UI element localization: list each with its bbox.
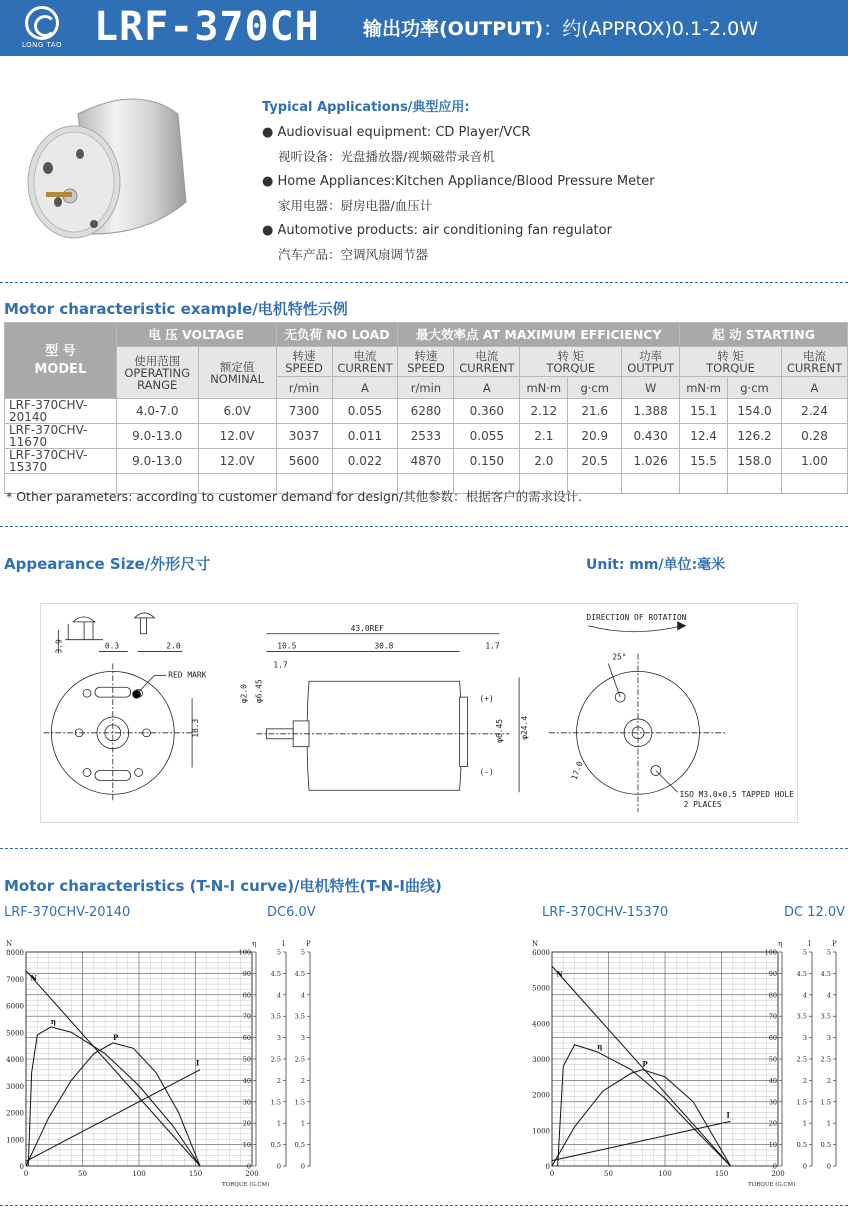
series-label: P [113,1032,119,1042]
value-cell: 0.28 [781,424,847,449]
right-tick-label: 1.5 [796,1098,807,1107]
section-divider [0,526,848,527]
value-cell: 5600 [276,449,332,474]
table-subheader-row [5,347,848,377]
value-cell: 2533 [398,424,454,449]
max-efficiency-header: 最大效率点 AT MAXIMUM EFFICIENCY [398,323,680,347]
x-tick-label: 0 [23,1170,29,1178]
right-tick-label: 0.5 [270,1141,281,1150]
unit-cell: mN·m [520,377,568,399]
value-cell: 3037 [276,424,332,449]
empty-cell [728,474,782,494]
characteristics-table [4,322,848,494]
n-tick-label: 2000 [532,1091,550,1100]
unit-cell: A [332,377,398,399]
torque-en: TORQUE [546,360,596,375]
model-header [5,323,117,399]
speed-header [276,347,332,377]
x-tick-label: 200 [771,1170,785,1178]
dim-phi2-0: φ2.0 [239,684,249,704]
unit-cell: mN·m [680,377,728,399]
right-axis-title: I [282,940,285,948]
n-tick-label: 3000 [532,1056,550,1064]
nominal-cn: 额定值 [219,359,255,374]
series-line-n [552,966,731,1166]
speed-cn: 转速 [292,348,316,363]
output-header [622,347,680,377]
right-tick-label: 0 [826,1162,831,1171]
unit-label: Unit: mm/单位:毫米 [586,557,726,573]
right-tick-label: 4 [300,991,305,1000]
logo-text: LONG TAO [22,41,62,49]
right-tick-label: 4.5 [820,969,831,978]
n-tick-label: 5000 [6,1029,24,1038]
table-row [5,449,848,474]
logo-mark-icon [25,6,59,40]
right-tick-label: 30 [768,1098,777,1107]
right-tick-label: 4 [276,991,281,1000]
dim-0-3: 0.3 [104,641,120,651]
right-tick-label: 5 [300,948,305,957]
value-cell: 0.150 [454,449,520,474]
section-divider [0,848,848,849]
right-tick-label: 0 [802,1162,807,1171]
current-header [332,347,398,377]
right-tick-label: 2.5 [820,1055,831,1064]
terminal-plus: (+) [479,694,494,704]
left-curve-voltage: DC6.0V [267,905,316,920]
right-tick-label: 4.5 [270,969,281,978]
value-cell: 154.0 [728,399,782,424]
right-tick-label: 60 [242,1034,251,1043]
n-tick-label: 4000 [532,1020,550,1029]
right-tick-label: 3.5 [796,1012,807,1021]
value-cell: 1.026 [622,449,680,474]
unit-cell: A [781,377,847,399]
right-tick-label: 80 [242,991,251,1000]
value-cell: 2.1 [520,424,568,449]
dim-1-7b: 1.7 [485,641,500,651]
right-tick-label: 100 [764,948,777,957]
dim-43-ref: 43.0REF [350,623,384,633]
value-cell: 4870 [398,449,454,474]
value-cell: 9.0-13.0 [116,449,198,474]
right-tick-label: 3 [826,1034,831,1043]
output-cn: 功率 [639,348,663,363]
value-cell: 15.5 [680,449,728,474]
hole-spec: ISO M3.0×0.5 TAPPED HOLE [679,790,794,800]
tni-chart-right [528,930,848,1195]
value-cell: 2.0 [520,449,568,474]
current-cn: 电流 [475,348,499,363]
n-tick-label: 0 [545,1163,550,1171]
right-tick-label: 1.5 [820,1098,831,1107]
value-cell: 2.24 [781,399,847,424]
right-tick-label: 0.5 [294,1141,305,1150]
right-axis-title: η [778,940,783,948]
right-tick-label: 4.5 [294,969,305,978]
operating-range-header [116,347,198,399]
left-curve-model: LRF-370CHV-20140 [4,905,131,920]
right-tick-label: 1 [300,1119,305,1128]
right-tick-label: 4 [802,991,807,1000]
right-tick-label: 4.5 [796,969,807,978]
right-axis-title: P [306,940,311,948]
application-item: ● Home Appliances:Kitchen Appliance/Blood Pressure Meter [262,173,655,189]
right-tick-label: 1 [802,1119,807,1128]
right-tick-label: 2 [826,1076,831,1085]
right-tick-label: 5 [276,948,281,957]
value-cell: 20.5 [568,449,622,474]
right-tick-label: 1 [276,1119,281,1128]
current-header [454,347,520,377]
value-cell: 1.388 [622,399,680,424]
right-tick-label: 1.5 [270,1098,281,1107]
n-axis-title: N [6,940,13,948]
value-cell: 12.4 [680,424,728,449]
empty-cell [781,474,847,494]
right-tick-label: 3 [300,1034,305,1043]
value-cell: 12.0V [198,424,276,449]
operating-en1: OPERATING [124,365,191,380]
value-cell: 0.360 [454,399,520,424]
right-tick-label: 4 [826,991,831,1000]
value-cell: 9.0-13.0 [116,424,198,449]
x-tick-label: 150 [714,1170,729,1178]
speed-header [398,347,454,377]
dim-phi6-45b: φ6.45 [495,718,505,743]
value-cell: 21.6 [568,399,622,424]
value-cell: 15.1 [680,399,728,424]
model-cell: LRF-370CHV-11670 [5,424,117,449]
n-tick-label: 1000 [6,1136,24,1145]
nominal-en: NOMINAL [210,371,265,386]
motor-photo [18,84,198,254]
torque-en: TORQUE [706,360,755,375]
unit-cell: g·cm [568,377,622,399]
n-tick-label: 4000 [6,1056,24,1064]
value-cell: 7300 [276,399,332,424]
dimension-drawing [40,603,798,823]
right-tick-label: 50 [768,1055,777,1064]
right-tick-label: 5 [802,948,807,957]
n-tick-label: 8000 [6,949,24,957]
application-item-cn: 家用电器：厨房电器/血压计 [278,198,433,213]
n-axis-title: N [532,940,539,948]
unit-cell: r/min [276,377,332,399]
series-label: I [196,1058,200,1068]
application-item: ● Audiovisual equipment: CD Player/VCR [262,124,531,140]
operating-cn: 使用范围 [134,353,181,368]
right-tick-label: 80 [768,991,777,1000]
right-tick-label: 3.5 [270,1012,281,1021]
empty-cell [622,474,680,494]
right-tick-label: 3.5 [820,1012,831,1021]
value-cell: 20.9 [568,424,622,449]
application-item-cn: 汽车产品：空调风扇调节器 [278,247,429,262]
value-cell: 12.0V [198,449,276,474]
application-item-cn: 视听设备：光盘播放器/视频磁带录音机 [278,149,495,164]
right-tick-label: 2 [802,1076,807,1085]
right-tick-label: 30 [242,1098,251,1107]
x-axis-label: TORQUE (G.CM) [748,1182,796,1188]
right-tick-label: 3.5 [294,1012,305,1021]
dim-18-3: 18.3 [191,718,201,738]
right-tick-label: 100 [238,948,251,957]
value-cell: 6280 [398,399,454,424]
model-cell: LRF-370CHV-20140 [5,399,117,424]
right-tick-label: 2.5 [294,1055,305,1064]
x-tick-label: 50 [78,1170,87,1178]
right-tick-label: 0.5 [796,1141,807,1150]
n-tick-label: 5000 [532,984,550,993]
value-cell: 126.2 [728,424,782,449]
unit-cell: A [454,377,520,399]
right-tick-label: 2 [300,1076,305,1085]
right-tick-label: 1 [826,1119,831,1128]
right-tick-label: 2.5 [270,1055,281,1064]
right-curve-voltage: DC 12.0V [784,905,846,920]
n-tick-label: 6000 [6,1002,24,1011]
series-label: η [50,1016,56,1026]
no-load-header: 无负荷 NO LOAD [276,323,398,347]
output-power [363,14,758,41]
right-tick-label: 0 [276,1162,281,1171]
table-row [5,399,848,424]
value-cell: 0.022 [332,449,398,474]
right-axis-title: η [252,940,257,948]
value-cell: 2.12 [520,399,568,424]
section-divider [0,282,848,283]
value-cell: 0.055 [332,399,398,424]
right-tick-label: 70 [242,1012,251,1021]
front-view [549,613,794,812]
dim-10-5: 10.5 [277,641,297,651]
right-tick-label: 2.5 [796,1055,807,1064]
n-tick-label: 3000 [6,1082,24,1091]
series-label: η [597,1041,603,1051]
model-cell: LRF-370CHV-15370 [5,449,117,474]
output-value: ：约(APPROX)0.1-2.0W [543,18,759,40]
x-tick-label: 100 [132,1170,146,1178]
right-tick-label: 1.5 [294,1098,305,1107]
series-label: P [642,1059,648,1069]
value-cell: 6.0V [198,399,276,424]
series-label: N [556,969,563,979]
right-tick-label: 0.5 [820,1141,831,1150]
operating-en2: RANGE [137,377,178,392]
rotation-label: DIRECTION OF ROTATION [586,612,687,622]
series-line-i [552,1121,731,1160]
current-header [781,347,847,377]
starting-header: 起 动 STARTING [680,323,848,347]
series-label: I [726,1110,730,1120]
right-tick-label: 40 [242,1076,251,1085]
dim-1-7a: 1.7 [273,660,288,670]
voltage-header: 电 压 VOLTAGE [116,323,276,347]
right-tick-label: 40 [768,1076,777,1085]
torque-header [520,347,622,377]
characteristics-heading: Motor characteristic example/电机特性示例 [4,300,348,318]
dim-2-0: 2.0 [166,641,181,651]
right-tick-label: 10 [242,1141,251,1150]
n-tick-label: 2000 [6,1109,24,1118]
model-header-en: MODEL [34,361,87,377]
unit-cell: r/min [398,377,454,399]
terminal-detail [54,613,182,654]
unit-cell: g·cm [728,377,782,399]
other-parameters-note: * Other parameters: according to customer demand for design/其他参数：根据客户的需求设计. [6,489,583,504]
right-tick-label: 5 [826,948,831,957]
current-cn: 电流 [353,348,377,363]
value-cell: 0.430 [622,424,680,449]
speed-cn: 转速 [414,348,438,363]
right-tick-label: 0 [300,1162,305,1171]
section-divider [0,1205,848,1206]
side-view [240,624,529,793]
dim-phi6-45: φ6.45 [254,679,264,704]
x-tick-label: 100 [658,1170,672,1178]
speed-en: SPEED [407,360,445,375]
n-tick-label: 1000 [532,1127,550,1136]
x-tick-label: 0 [549,1170,555,1178]
current-en: CURRENT [459,360,515,375]
table-row [5,424,848,449]
current-cn: 电流 [802,348,826,363]
torque-cn: 转 矩 [717,348,744,363]
header-bar [0,0,848,56]
hole-count: 2 PLACES [683,800,722,810]
value-cell: 0.011 [332,424,398,449]
right-tick-label: 3 [802,1034,807,1043]
torque-header [680,347,782,377]
right-tick-label: 20 [768,1119,777,1128]
right-tick-label: 90 [768,969,777,978]
right-tick-label: 20 [242,1119,251,1128]
tni-chart-left [2,930,322,1195]
dim-phi24-4: φ24.4 [520,715,530,740]
table-header-row [5,323,848,347]
speed-en: SPEED [285,360,323,375]
applications-heading: Typical Applications/典型应用: [262,100,470,115]
series-line-i [26,1070,200,1161]
x-tick-label: 200 [245,1170,259,1178]
value-cell: 158.0 [728,449,782,474]
right-axis-title: I [808,940,811,948]
right-tick-label: 10 [768,1141,777,1150]
dim-17-0: 17.0 [569,760,585,782]
terminal-minus: (-) [479,767,494,777]
nominal-header [198,347,276,399]
series-label: N [30,973,37,983]
right-tick-label: 60 [768,1034,777,1043]
right-tick-label: 0 [246,1162,251,1171]
right-tick-label: 3 [276,1034,281,1043]
n-tick-label: 0 [19,1163,24,1171]
value-cell: 4.0-7.0 [116,399,198,424]
application-item: ● Automotive products: air conditioning fan regulator [262,222,612,238]
current-en: CURRENT [786,360,843,375]
torque-cn: 转 矩 [557,348,585,363]
model-header-cn: 型 号 [45,343,76,359]
current-en: CURRENT [337,360,393,375]
output-label: 输出功率(OUTPUT) [363,18,544,40]
x-axis-label: TORQUE (G.CM) [222,1182,270,1188]
right-tick-label: 0 [772,1162,777,1171]
red-mark-label: RED MARK [168,670,207,680]
dim-3-9: 3.9 [54,639,64,654]
n-tick-label: 7000 [6,975,24,984]
curves-heading: Motor characteristics (T-N-I curve)/电机特性(T-N-I曲线) [4,877,442,895]
unit-cell: W [622,377,680,399]
right-tick-label: 2 [276,1076,281,1085]
output-en: OUTPUT [627,360,675,375]
right-tick-label: 90 [242,969,251,978]
dim-30-8: 30.8 [374,641,394,651]
value-cell: 0.055 [454,424,520,449]
typical-applications [262,96,655,268]
empty-cell [680,474,728,494]
value-cell: 1.00 [781,449,847,474]
table-body [5,399,848,494]
right-tick-label: 70 [768,1012,777,1021]
right-tick-label: 50 [242,1055,251,1064]
x-tick-label: 50 [604,1170,613,1178]
right-curve-model: LRF-370CHV-15370 [542,905,669,920]
x-tick-label: 150 [188,1170,203,1178]
dim-angle-25: 25° [612,652,627,662]
model-title: LRF-370CH [94,4,320,50]
end-view [43,663,206,802]
appearance-heading: Appearance Size/外形尺寸 [4,555,211,573]
n-tick-label: 6000 [532,949,550,957]
company-logo [12,6,72,54]
right-axis-title: P [832,940,837,948]
